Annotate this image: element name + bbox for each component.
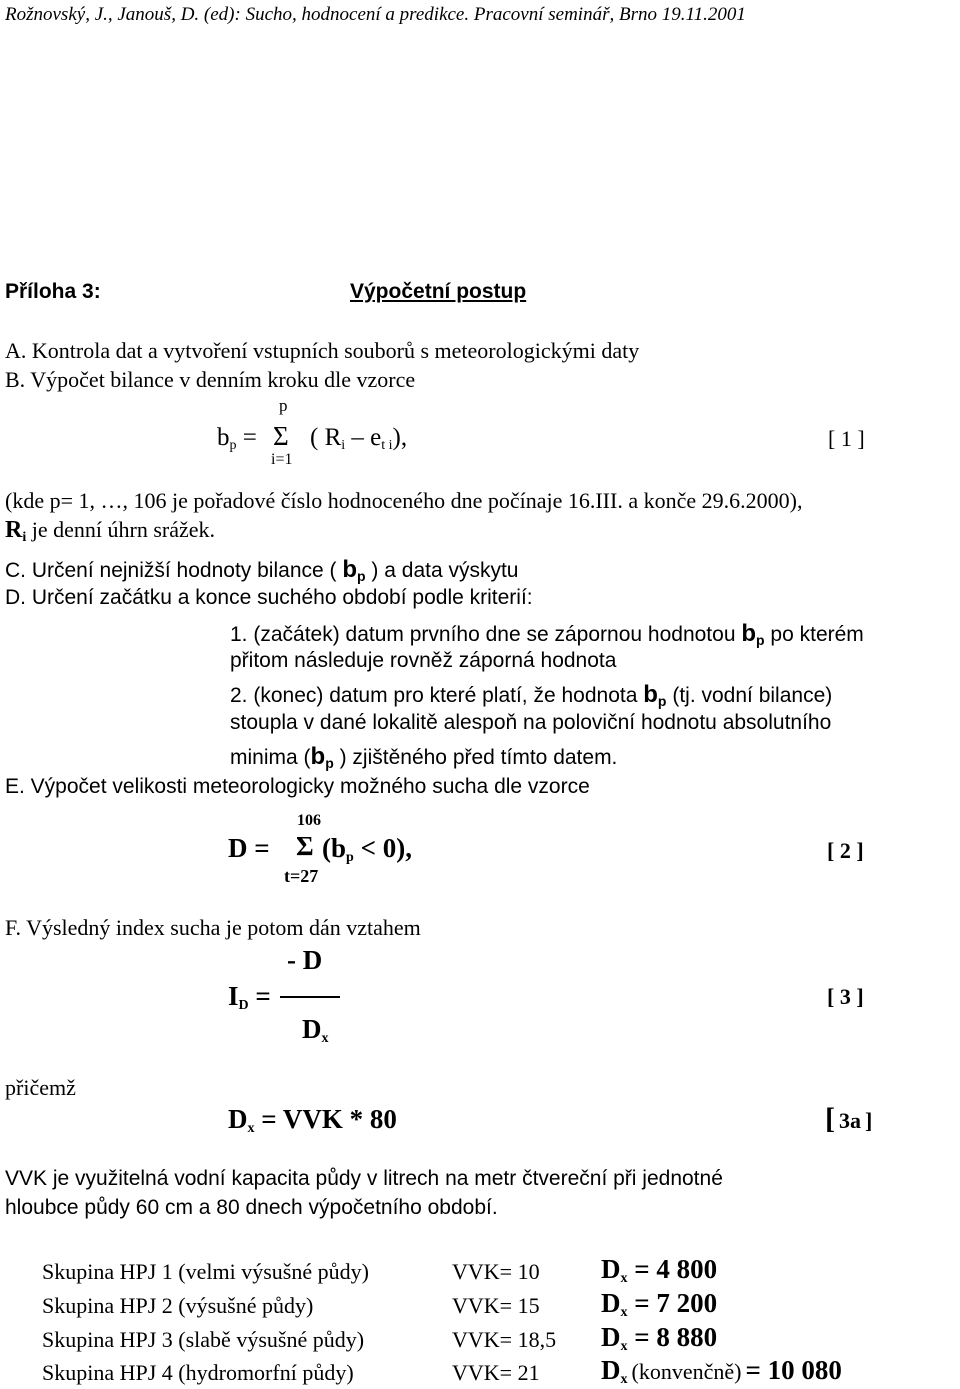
- equals-sign: =: [242, 424, 257, 451]
- formula-1-lhs: [217, 424, 257, 452]
- fraction-numerator: - D: [287, 945, 323, 975]
- sum-upper-limit: p: [279, 396, 288, 415]
- item-d2: [230, 681, 832, 709]
- formula-3a-rhs: = VVK * 80: [261, 1104, 397, 1134]
- fraction-denominator: [302, 1014, 329, 1045]
- lhs-symbol: b: [217, 424, 230, 451]
- item-f: F. Výsledný index sucha je potom dán vztahem: [5, 915, 421, 940]
- body-a: (b: [322, 833, 347, 863]
- group-name: Skupina HPJ 1 (velmi výsušné půdy): [42, 1259, 369, 1284]
- dx-subscript: x: [620, 1271, 628, 1286]
- lhs-subscript: x: [247, 1121, 255, 1136]
- den-subscript: x: [321, 1031, 329, 1046]
- bracket-open: [: [825, 1102, 835, 1135]
- item-b: B. Výpočet bilance v denním kroku dle vzorce: [5, 367, 416, 392]
- group-vvk: VVK= 21: [452, 1360, 540, 1385]
- note-line-2-text: je denní úhrn srážek.: [31, 517, 215, 542]
- dx-value: = 8 880: [634, 1322, 718, 1352]
- sum-lower-limit: i=1: [271, 451, 293, 468]
- bp-subscript: p: [756, 632, 765, 648]
- lhs-subscript: D: [238, 998, 249, 1013]
- equation-number-1: [ 1 ]: [828, 426, 865, 451]
- item-d: D. Určení začátku a konce suchého období podle kriterií:: [5, 586, 533, 609]
- group-dx: [601, 1322, 717, 1353]
- group-vvk: VVK= 18,5: [452, 1327, 557, 1352]
- body-sub-2: t i: [381, 438, 393, 453]
- formula-3a-lhs: [228, 1104, 397, 1135]
- sum-lower-limit: t=27: [284, 866, 319, 886]
- item-d2-post: (tj. vodní bilance): [672, 684, 833, 707]
- appendix-label: Příloha 3:: [5, 280, 101, 303]
- body-b: – e: [351, 424, 382, 451]
- item-d1-pre: 1. (začátek) datum prvního dne se zápornou hodnotou: [230, 623, 736, 646]
- equation-number-2: [ 2 ]: [827, 838, 864, 863]
- fraction-line: [280, 996, 340, 998]
- item-d1-post: po kterém: [770, 623, 864, 646]
- lhs-symbol: I: [228, 981, 239, 1011]
- formula-1-body: [310, 424, 407, 452]
- page-header: Rožnovský, J., Janouš, D. (ed): Sucho, hodnocení a predikce. Pracovní seminář, Brno 19.11.2001: [5, 4, 746, 25]
- bp-symbol: b: [310, 743, 326, 770]
- bracket-close: ]: [865, 1108, 873, 1133]
- dx-value: = 7 200: [634, 1288, 718, 1318]
- sigma-symbol: Σ: [273, 421, 289, 451]
- group-dx: [601, 1288, 717, 1319]
- bp-subscript: p: [357, 568, 366, 584]
- item-d1: [230, 620, 864, 648]
- dx-note: (konvenčně): [631, 1359, 742, 1384]
- body-b: < 0),: [360, 833, 412, 863]
- body-sub-1: i: [341, 438, 346, 453]
- formula-3-lhs: [228, 981, 271, 1012]
- equals-sign: =: [255, 981, 271, 1011]
- equation-number-3: [ 3 ]: [827, 984, 864, 1009]
- pricemz-label: přičemž: [5, 1075, 76, 1100]
- item-c: [5, 556, 518, 584]
- group-vvk: VVK= 10: [452, 1259, 540, 1284]
- body-a: ( R: [310, 424, 342, 451]
- group-dx: [601, 1254, 717, 1285]
- body-c: ),: [392, 424, 408, 451]
- dx-symbol: D: [601, 1254, 621, 1284]
- dx-subscript: x: [620, 1339, 628, 1354]
- den-symbol: D: [302, 1014, 322, 1044]
- bp-symbol: b: [741, 620, 757, 647]
- sum-upper-limit: 106: [297, 812, 321, 829]
- item-d1-line2: přitom následuje rovněž záporná hodnota: [230, 649, 617, 672]
- item-e: E. Výpočet velikosti meteorologicky možného sucha dle vzorce: [5, 775, 590, 798]
- dx-symbol: D: [601, 1355, 621, 1385]
- section-heading: Výpočetní postup: [350, 280, 527, 303]
- group-name: Skupina HPJ 2 (výsušné půdy): [42, 1293, 314, 1318]
- item-d2-pre: 2. (konec) datum pro které platí, že hodnota: [230, 684, 638, 707]
- bp-subscript: p: [325, 755, 334, 771]
- group-name: Skupina HPJ 4 (hydromorfní půdy): [42, 1360, 354, 1385]
- item-c-post: ) a data výskytu: [371, 559, 519, 582]
- bp-symbol: b: [643, 681, 658, 708]
- r-symbol: R: [5, 517, 23, 543]
- dx-subscript: x: [620, 1372, 628, 1387]
- item-d2-line3-pre: minima (: [230, 746, 311, 769]
- note-line-2: [5, 517, 215, 544]
- r-subscript: i: [22, 530, 27, 545]
- group-vvk: VVK= 15: [452, 1293, 540, 1318]
- sigma-symbol: Σ: [296, 831, 314, 861]
- lhs-symbol: D: [228, 1104, 248, 1134]
- dx-value: = 4 800: [634, 1254, 718, 1284]
- dx-symbol: D: [601, 1322, 621, 1352]
- lhs-subscript: p: [229, 438, 237, 453]
- formula-2-body: [322, 833, 412, 864]
- item-d2-line3-post: ) zjištěného před tímto datem.: [339, 746, 618, 769]
- body-sub: p: [346, 850, 354, 865]
- bp-symbol: b: [342, 556, 358, 583]
- item-a: A. Kontrola dat a vytvoření vstupních souborů s meteorologickými daty: [5, 338, 640, 363]
- formula-2-lhs: D =: [228, 833, 270, 863]
- dx-value: = 10 080: [745, 1355, 842, 1385]
- number-3a: 3a: [839, 1108, 861, 1133]
- group-name: Skupina HPJ 3 (slabě výsušné půdy): [42, 1327, 365, 1352]
- vvk-note-line-2: hloubce půdy 60 cm a 80 dnech výpočetního období.: [5, 1196, 498, 1219]
- item-c-pre: C. Určení nejnižší hodnoty bilance (: [5, 559, 337, 582]
- item-d2-line2: stoupla v dané lokalitě alespoň na poloviční hodnotu absolutního: [230, 711, 832, 734]
- dx-subscript: x: [620, 1305, 628, 1320]
- item-d2-line3: [230, 743, 617, 771]
- note-line-1: (kde p= 1, …, 106 je pořadové číslo hodnoceného dne počínaje 16.III. a konče 29.6.2000),: [5, 488, 803, 513]
- dx-symbol: D: [601, 1288, 621, 1318]
- bp-subscript: p: [657, 693, 667, 709]
- equation-number-3a: [825, 1102, 872, 1136]
- vvk-note-line-1: VVK je využitelná vodní kapacita půdy v litrech na metr čtvereční při jednotné: [5, 1167, 723, 1190]
- group-dx: [601, 1355, 842, 1386]
